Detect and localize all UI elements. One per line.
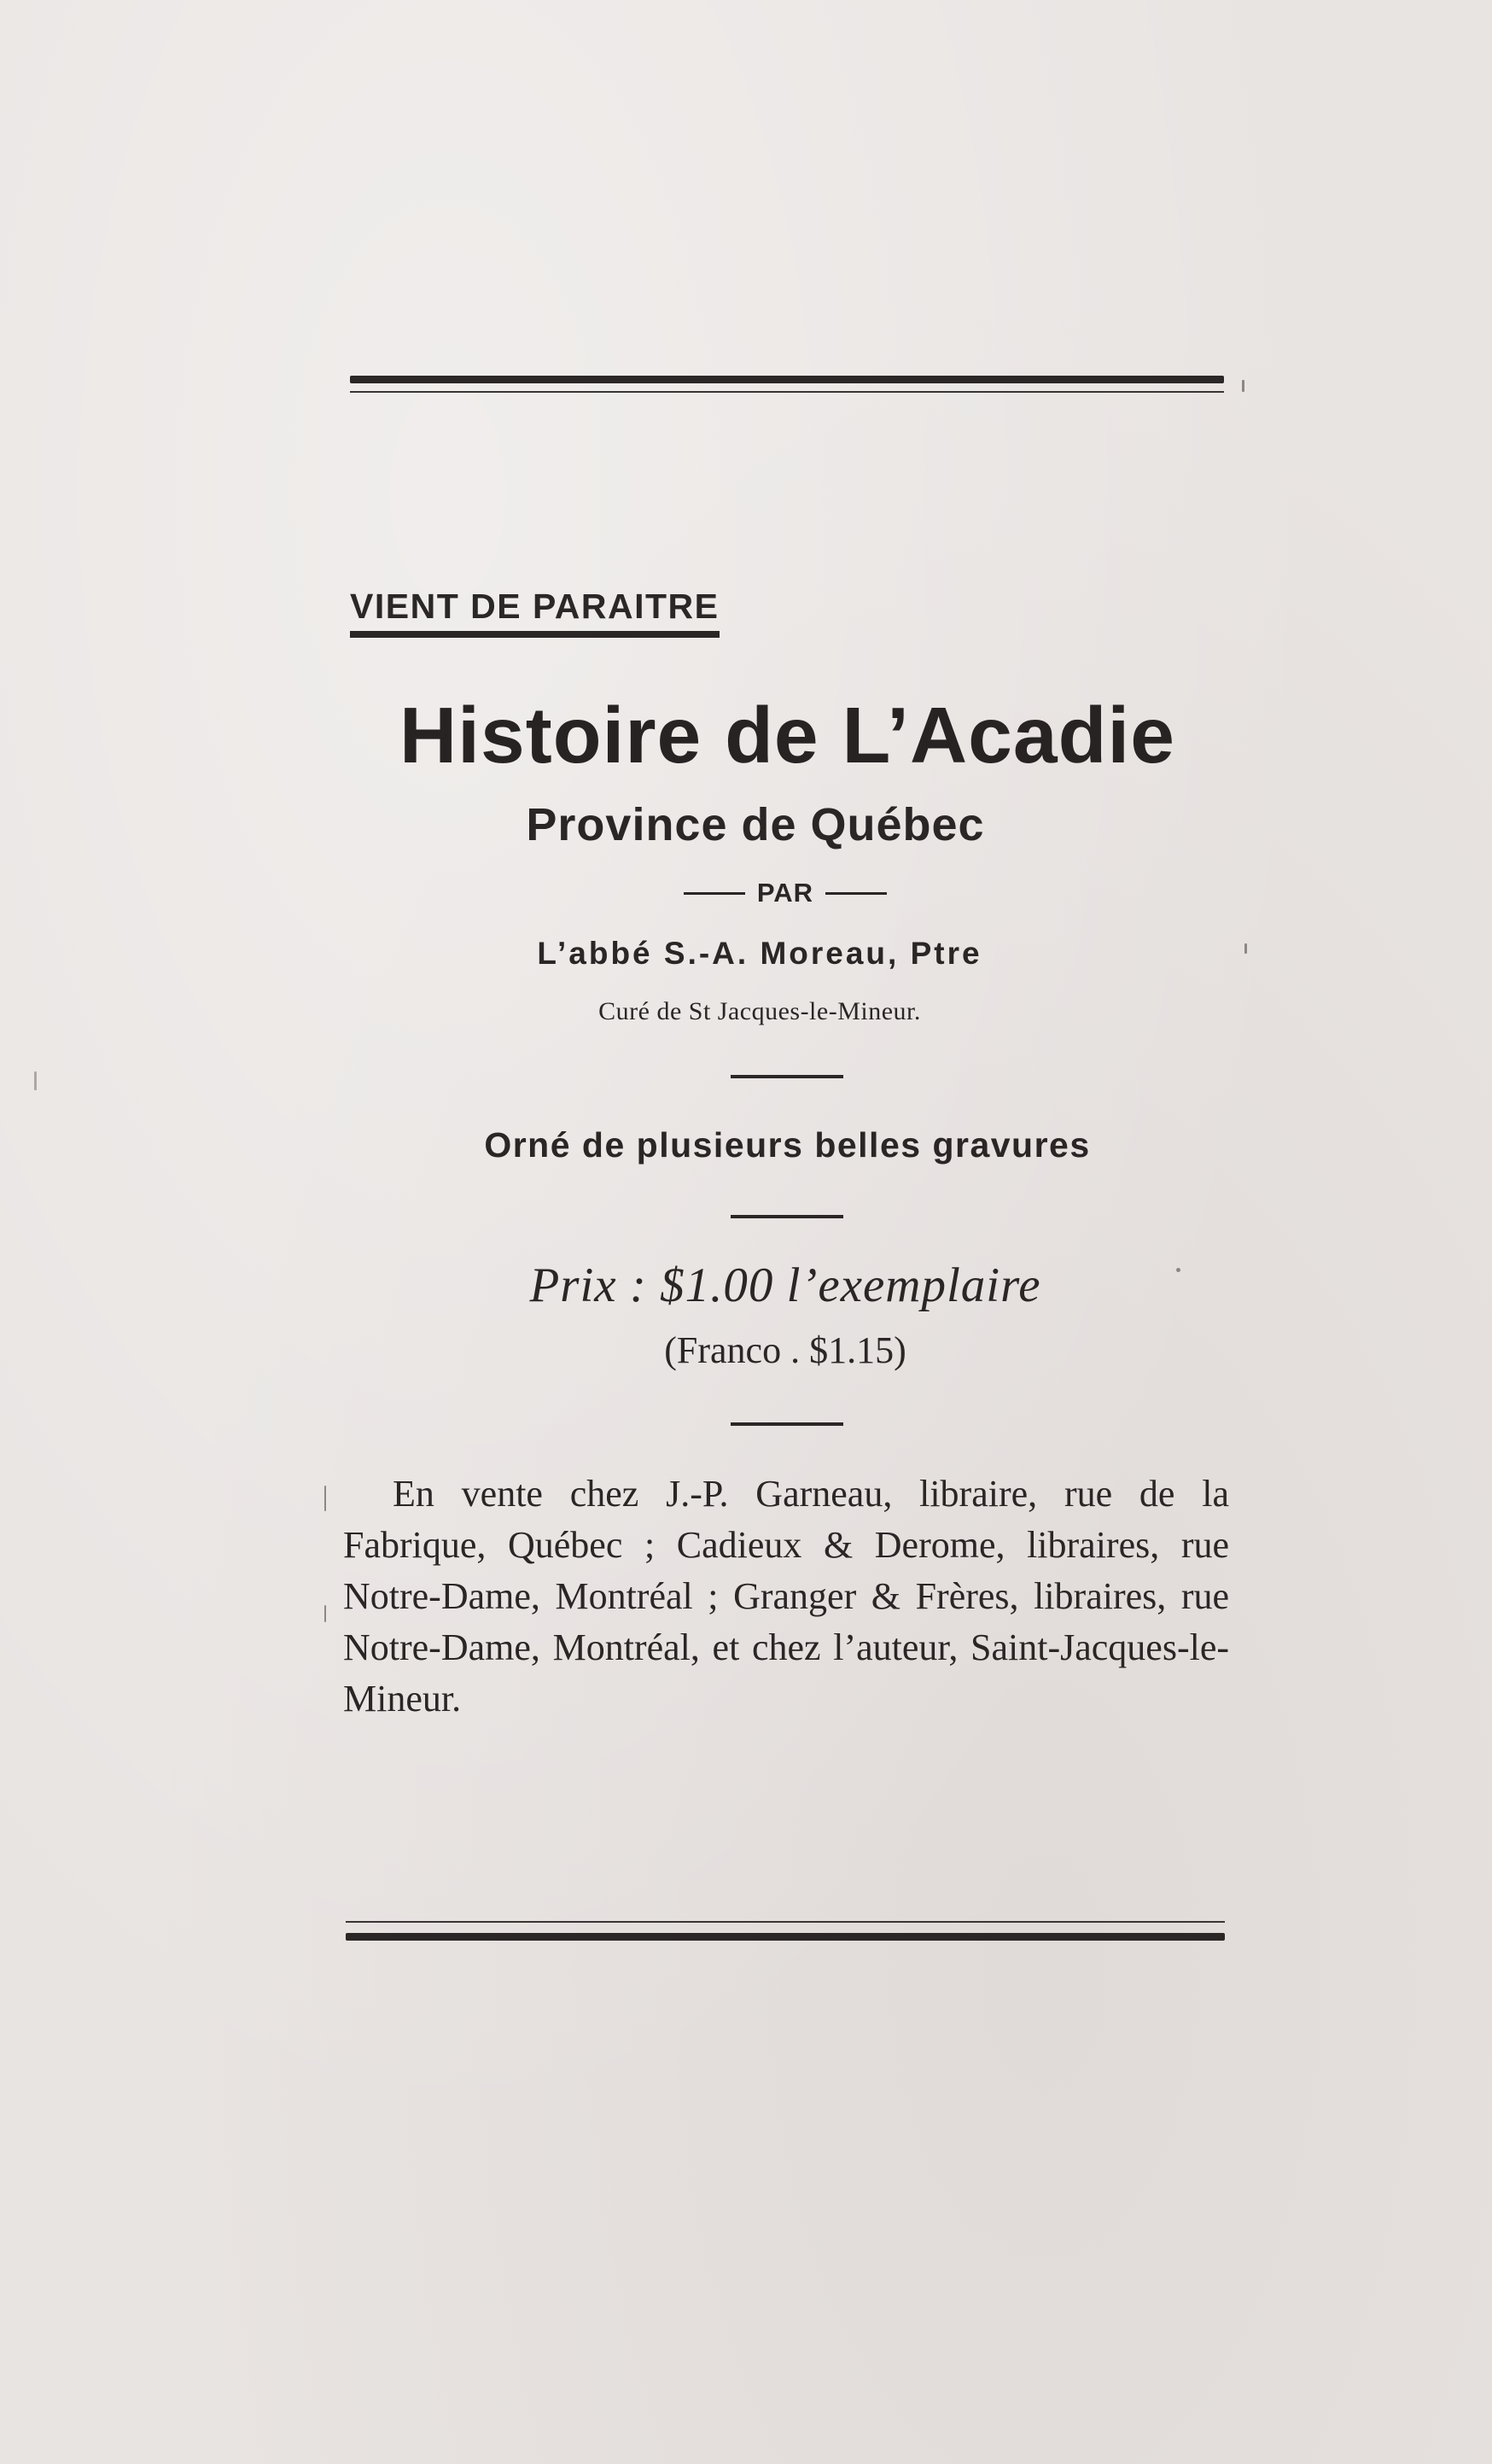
paper-speck (324, 1605, 326, 1622)
franco-price: (Franco . $1.15) (664, 1329, 906, 1371)
paper-speck (1244, 943, 1247, 954)
author-name: L’abbé S.-A. Moreau, Ptre (537, 936, 982, 971)
illustrations-note: Orné de plusieurs belles gravures (484, 1125, 1091, 1165)
book-title: Histoire de L’Acadie (399, 691, 1175, 779)
separator-rule (731, 1215, 843, 1218)
bottom-thin-rule (346, 1921, 1225, 1923)
paper-speck (324, 1486, 326, 1511)
top-thick-rule (350, 376, 1224, 383)
by-label: PAR (756, 878, 814, 908)
top-double-rule (350, 376, 1224, 393)
bottom-thick-rule (346, 1933, 1225, 1941)
sale-info-text: En vente chez J.-P. Garneau, libraire, rue de la Fabrique, Québec ; Cadieux & Derome, libraires, rue Notre-Dame, Montréal ; Granger & Frères, libraires, rue Notre-Dame, Montréal, et chez l’auteur, Saint-Jacques-le-Mineur. (343, 1473, 1229, 1720)
top-thin-rule (350, 391, 1224, 393)
by-line (670, 878, 900, 908)
separator-rule (731, 1075, 843, 1078)
separator-rule (731, 1422, 843, 1426)
sale-info-paragraph (343, 1468, 1229, 1725)
price-line: Prix : $1.00 l’exemplaire (529, 1258, 1041, 1312)
announcement-heading: VIENT DE PARAITRE (350, 587, 720, 638)
paper-speck (1176, 1268, 1180, 1272)
by-right-dash (825, 892, 887, 895)
bottom-double-rule (346, 1921, 1225, 1941)
book-subtitle: Province de Québec (526, 799, 985, 850)
author-role: Curé de St Jacques-le-Mineur. (598, 997, 921, 1025)
paper-speck (1242, 380, 1244, 392)
paper-speck (34, 1071, 37, 1090)
by-left-dash (684, 892, 745, 895)
